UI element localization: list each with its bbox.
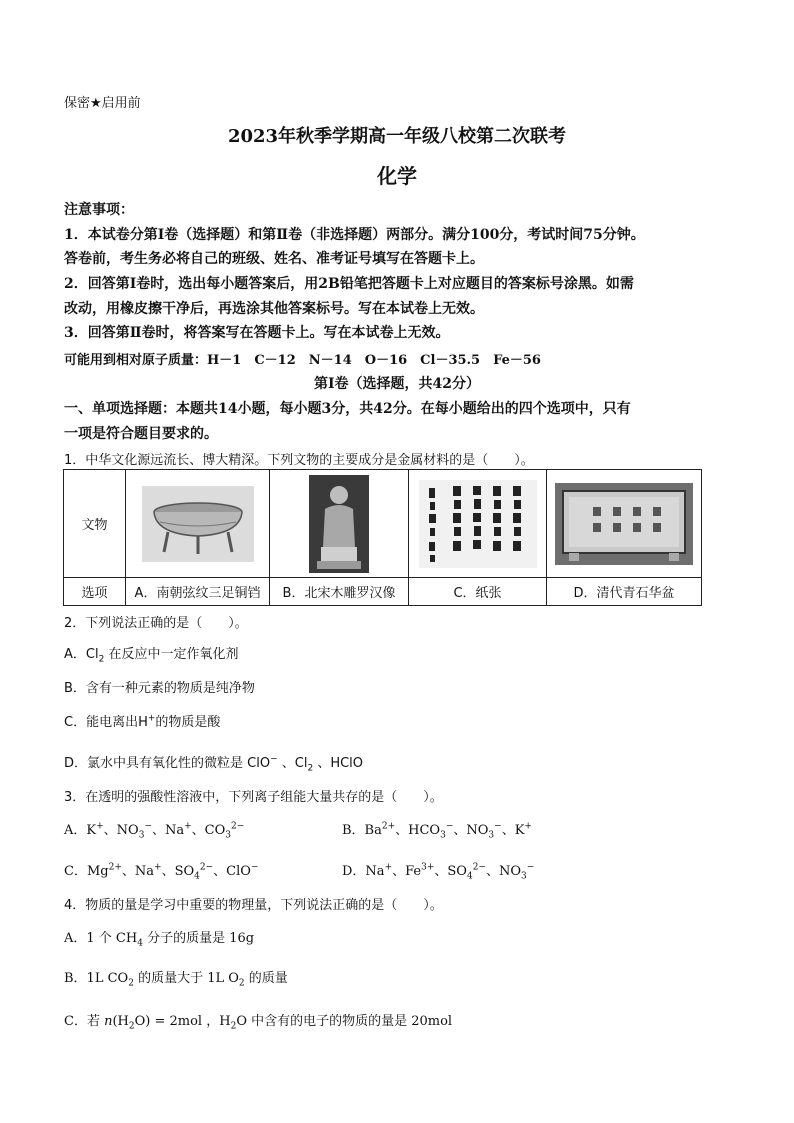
option-label-d: D．清代青石华盆 (547, 578, 702, 606)
bronze-tripod-vessel-image (142, 486, 254, 562)
notes-line-3: 2．回答第Ⅰ卷时，选出每小题答案后，用2B铅笔把答题卡上对应题目的答案标号涂黑。如需 (64, 276, 634, 292)
question-4-option-a: A．1 个 $CH_4$ 分子的质量是 16g (64, 931, 255, 949)
artifact-a-cell (126, 470, 270, 578)
question-3-option-d: D．Na+、$Fe^{3+}$、$SO_4^{2-}$、$NO_3^-$ (342, 862, 535, 882)
artifact-c-cell (409, 470, 547, 578)
question-2-stem: 2．下列说法正确的是（ ）。 (64, 616, 248, 631)
option-label-c: C．纸张 (409, 578, 547, 606)
artifact-image-row (64, 470, 702, 578)
question-2-option-b: B．含有一种元素的物质是纯净物 (64, 681, 255, 696)
question-4-option-b: B．1L $CO_2$ 的质量大于 1L $O_2$ 的质量 (64, 971, 288, 989)
artifact-table (63, 469, 702, 606)
question-3-option-c: C．$Mg^{2+}$、Na+、$SO_4^{2-}$、ClO− (64, 862, 259, 882)
option-label-a: A．南朝弦纹三足铜铛 (126, 578, 270, 606)
artifact-d-cell (547, 470, 702, 578)
confidential-label: 保密★启用前 (64, 96, 141, 111)
notes-heading: 注意事项： (64, 202, 134, 218)
question-3-option-b: B．$Ba^{2+}$、$HCO_3^-$、$NO_3^-$、K+ (342, 821, 532, 841)
section-intro-2: 一项是符合题目要求的。 (64, 426, 218, 442)
question-1-stem: 1．中华文化源远流长、博大精深。下列文物的主要成分是金属材料的是（ ）。 (64, 453, 534, 468)
section-intro-1: 一、单项选择题：本题共14小题，每小题3分，共42分。在每小题给出的四个选项中，只有 (64, 401, 631, 417)
question-2-option-d: D．氯水中具有氧化性的微粒是 ClO− 、$Cl_2$ 、HClO (64, 754, 364, 774)
option-label-b: B．北宋木雕罗汉像 (270, 578, 409, 606)
subject-title: 化学 (377, 164, 417, 188)
artifact-option-row (64, 578, 702, 606)
atomic-mass-line: 可能用到相对原子质量：H－1 C－12 N－14 O－16 Cl－35.5 Fe－56 (64, 353, 541, 368)
question-2-option-c: C．能电离出H+的物质是酸 (64, 713, 221, 730)
question-3-option-a: A．K+、$NO_3^-$、Na+、$CO_3^{2-}$ (64, 821, 245, 841)
question-4-stem: 4．物质的量是学习中重要的物理量，下列说法正确的是（ ）。 (64, 898, 443, 913)
artifact-b-cell (270, 470, 409, 578)
row-label-artifact: 文物 (64, 470, 126, 578)
notes-line-1: 1．本试卷分第Ⅰ卷（选择题）和第Ⅱ卷（非选择题）两部分。满分100分，考试时间75分钟。 (64, 227, 645, 243)
notes-line-2: 答卷前，考生务必将自己的班级、姓名、准考证号填写在答题卡上。 (64, 251, 484, 267)
bluestone-basin-image (555, 483, 693, 565)
question-3-stem: 3．在透明的强酸性溶液中，下列离子组能大量共存的是（ ）。 (64, 790, 443, 805)
exam-title: 2023年秋季学期高一年级八校第二次联考 (227, 126, 567, 147)
notes-line-4: 改动，用橡皮擦干净后，再选涂其他答案标号。写在本试卷上无效。 (64, 301, 484, 317)
section-heading: 第Ⅰ卷（选择题，共42分） (313, 376, 481, 392)
question-2-option-a: A．$Cl_2$ 在反应中一定作氧化剂 (64, 647, 239, 665)
calligraphy-paper-image (419, 480, 537, 568)
notes-line-5: 3．回答第Ⅱ卷时，将答案写在答题卡上。写在本试卷上无效。 (64, 325, 450, 341)
row-label-option: 选项 (64, 578, 126, 606)
question-4-option-c: C．若 $n(H_2O) = 2mol$ ，$H_2O$ 中含有的电子的物质的量是 20mol (64, 1014, 453, 1032)
wooden-arhat-statue-image (309, 475, 369, 573)
